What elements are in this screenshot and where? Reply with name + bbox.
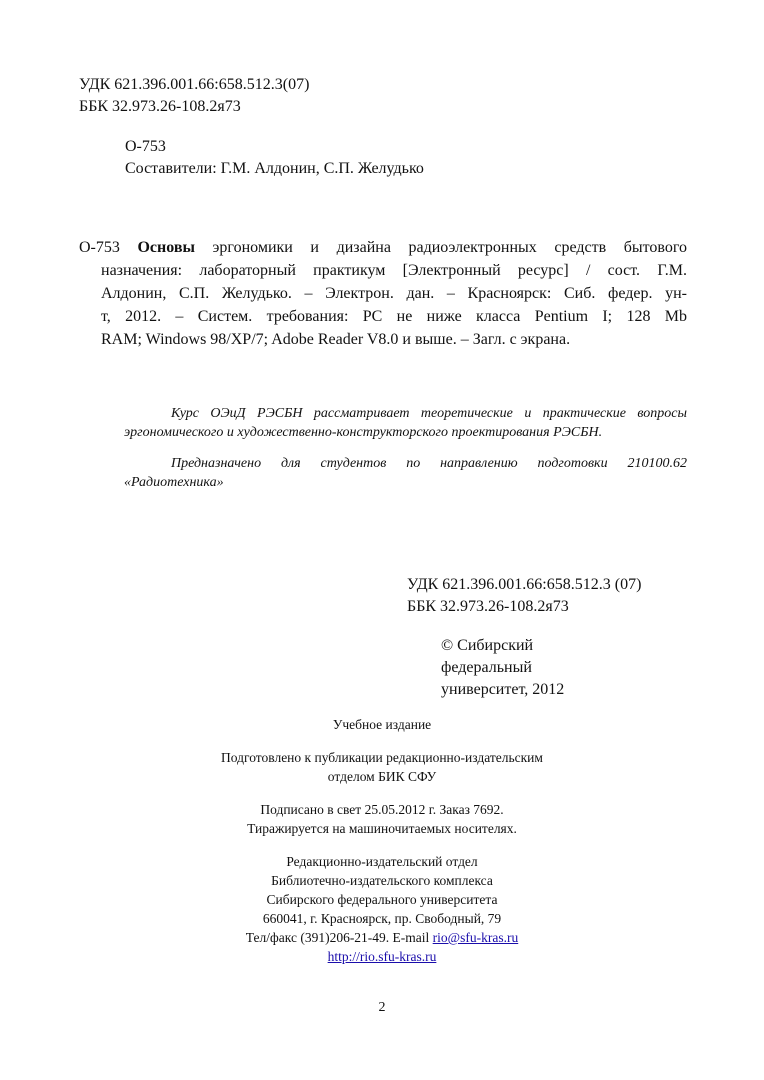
website-link[interactable]: http://rio.sfu-kras.ru <box>327 949 437 964</box>
bbk-code: ББК 32.973.26-108.2я73 <box>79 98 241 115</box>
email-link[interactable]: rio@sfu-kras.ru <box>432 930 519 945</box>
copyright-notice <box>441 635 564 701</box>
annotation-para2-line2: «Радиотехника» <box>124 475 224 490</box>
annotation <box>124 404 687 492</box>
biblio-code: О-753 <box>79 239 120 256</box>
address-line: 660041, г. Красноярск, пр. Свободный, 79 <box>262 911 502 926</box>
website-line <box>140 947 624 966</box>
copyright-line-3: университет, 2012 <box>441 681 565 698</box>
biblio-line-4: т, 2012. – Систем. требования: PC не ниже класса Pentium I; 128 Mb <box>101 308 687 325</box>
biblio-line-1 <box>79 236 687 259</box>
signed-line: Подписано в свет 25.05.2012 г. Заказ 7692. <box>260 802 504 817</box>
edition-type: Учебное издание <box>332 717 432 732</box>
bbk-code-right: ББК 32.973.26-108.2я73 <box>407 598 569 615</box>
prepared-line-1: Подготовлено к публикации редакционно-издательским <box>221 750 543 765</box>
biblio-line-2: назначения: лабораторный практикум [Электронный ресурс] / сост. Г.М. <box>101 262 687 279</box>
biblio-continuation <box>79 259 687 351</box>
author-code: О-753 <box>125 138 166 155</box>
prepared-line-2: отделом БИК СФУ <box>327 769 437 784</box>
page-number: 2 <box>378 1000 386 1015</box>
biblio-title-bold: Основы <box>137 239 195 256</box>
dept-line-2: Библиотечно-издательского комплекса <box>271 873 493 888</box>
annotation-para1-line1: Курс ОЭиД РЭСБН рассматривает теоретические и практические вопросы <box>171 406 687 421</box>
replicated-line: Тиражируется на машиночитаемых носителях. <box>247 821 517 836</box>
udk-code-right: УДК 621.396.001.66:658.512.3 (07) <box>407 576 642 593</box>
annotation-para1-line2: эргономического и художественно-конструкторского проектирования РЭСБН. <box>124 425 603 440</box>
annotation-para2-line1: Предназначено для студентов по направлению подготовки 210100.62 <box>171 456 687 471</box>
biblio-line-5: RAM; Windows 98/XP/7; Adobe Reader V8.0 и выше. – Загл. с экрана. <box>101 331 571 348</box>
imprint-block <box>140 715 624 966</box>
udk-code: УДК 621.396.001.66:658.512.3(07) <box>79 76 310 93</box>
udk-classification-right <box>407 574 641 618</box>
author-block <box>125 136 424 180</box>
dept-line-1: Редакционно-издательский отдел <box>286 854 478 869</box>
biblio-line-1-rest: эргономики и дизайна радиоэлектронных средств бытового <box>212 239 688 256</box>
udk-classification-top <box>79 74 309 118</box>
bibliographic-record <box>79 236 687 351</box>
compilers-line: Составители: Г.М. Алдонин, С.П. Желудько <box>125 160 424 177</box>
biblio-line-3: Алдонин, С.П. Желудько. – Электрон. дан. – Красноярск: Сиб. федер. ун- <box>101 285 687 302</box>
dept-line-3: Сибирского федерального университета <box>266 892 498 907</box>
phone-text: Тел/факс (391)206-21-49. E-mail <box>245 930 433 945</box>
contact-line <box>140 928 624 947</box>
copyright-line-2: федеральный <box>441 659 532 676</box>
copyright-line-1: © Сибирский <box>441 637 534 654</box>
